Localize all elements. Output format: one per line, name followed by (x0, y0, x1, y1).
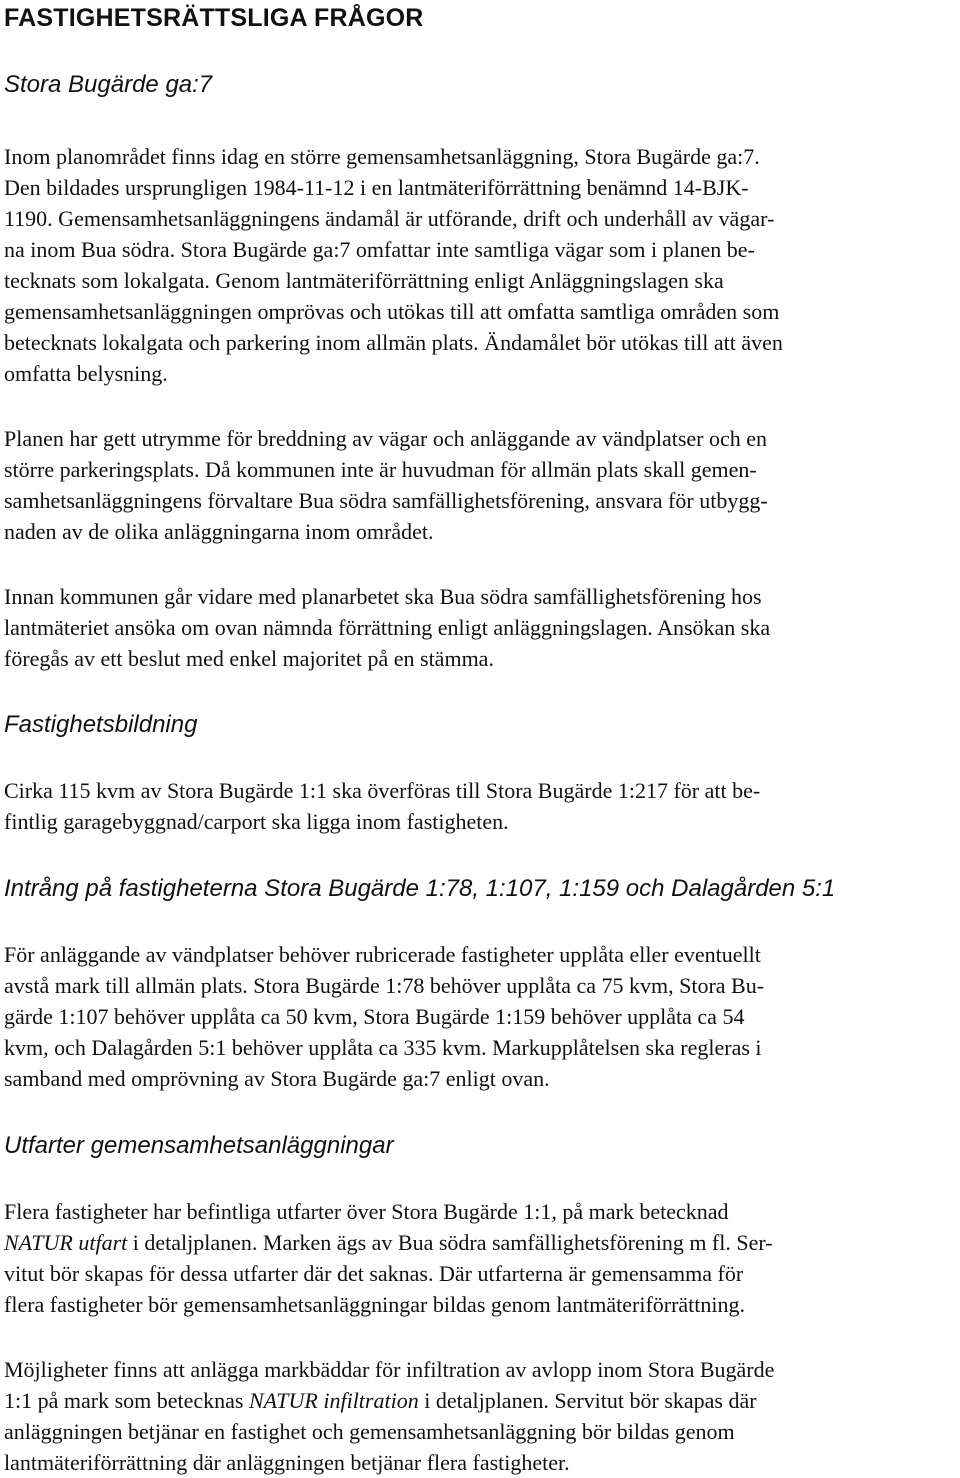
text-line: 1:1 på mark som betecknas (4, 1388, 249, 1413)
text-line: samhetsanläggningens förvaltare Bua södra samfällighetsförening, ansvara för utbygg- (4, 488, 768, 513)
text-line: avstå mark till allmän plats. Stora Bugärde 1:78 behöver upplåta ca 75 kvm, Stora Bu- (4, 973, 765, 998)
text-line: betecknats lokalgata och parkering inom allmän plats. Ändamålet bör utökas till att även (4, 330, 783, 355)
text-line: föregås av ett beslut med enkel majoritet på en stämma. (4, 646, 494, 671)
text-line: i detaljplanen. Marken ägs av Bua södra samfällighetsförening m fl. Ser- (127, 1230, 773, 1255)
paragraph-ansokan (4, 581, 954, 674)
text-line: lantmäteriförrättning där anläggningen betjänar flera fastigheter. (4, 1450, 570, 1475)
text-line: kvm, och Dalagården 5:1 behöver upplåta ca 335 kvm. Markupplåtelsen ska regleras i (4, 1035, 762, 1060)
text-line: vitut bör skapas för dessa utfarter där det saknas. Där utfarterna är gemensamma för (4, 1261, 744, 1286)
text-line: anläggningen betjänar en fastighet och gemensamhetsanläggning bör bildas genom (4, 1419, 735, 1444)
text-line: samband med omprövning av Stora Bugärde ga:7 enligt ovan. (4, 1066, 550, 1091)
text-line: gemensamhetsanläggningen omprövas och utökas till att omfatta samtliga områden som (4, 299, 780, 324)
text-line: Inom planområdet finns idag en större gemensamhetsanläggning, Stora Bugärde ga:7. (4, 144, 760, 169)
heading-stora-bugarde: Stora Bugärde ga:7 (4, 71, 213, 98)
heading-utfarter: Utfarter gemensamhetsanläggningar (4, 1132, 394, 1159)
text-line: omfatta belysning. (4, 361, 168, 386)
paragraph-ga7-intro (4, 141, 954, 389)
heading-fastighetsbildning: Fastighetsbildning (4, 711, 198, 738)
text-line: Den bildades ursprungligen 1984-11-12 i en lantmäteriförrättning benämnd 14-BJK- (4, 175, 749, 200)
paragraph-intrang (4, 939, 954, 1094)
text-line: För anläggande av vändplatser behöver rubricerade fastigheter upplåta eller eventuellt (4, 942, 761, 967)
paragraph-utfarter (4, 1196, 954, 1320)
text-line: Flera fastigheter har befintliga utfarter över Stora Bugärde 1:1, på mark betecknad (4, 1199, 729, 1224)
text-line: 1190. Gemensamhetsanläggningens ändamål är utförande, drift och underhåll av vägar- (4, 206, 775, 231)
heading-intrang: Intrång på fastigheterna Stora Bugärde 1:78, 1:107, 1:159 och Dalagården 5:1 (4, 875, 836, 902)
designation-natur-infiltration: NATUR infiltration (249, 1388, 419, 1413)
text-line: tecknats som lokalgata. Genom lantmäteriförrättning enligt Anläggningslagen ska (4, 268, 724, 293)
text-line: Innan kommunen går vidare med planarbetet ska Bua södra samfällighetsförening hos (4, 584, 762, 609)
text-line: na inom Bua södra. Stora Bugärde ga:7 omfattar inte samtliga vägar som i planen be- (4, 237, 755, 262)
text-line: gärde 1:107 behöver upplåta ca 50 kvm, Stora Bugärde 1:159 behöver upplåta ca 54 (4, 1004, 745, 1029)
text-line: lantmäteriet ansöka om ovan nämnda förrättning enligt anläggningslagen. Ansökan ska (4, 615, 771, 640)
text-line: i detaljplanen. Servitut bör skapas där (418, 1388, 757, 1413)
paragraph-breddning (4, 423, 954, 547)
text-line: större parkeringsplats. Då kommunen inte är huvudman för allmän plats skall gemen- (4, 457, 757, 482)
paragraph-infiltration (4, 1354, 954, 1478)
text-line: naden av de olika anläggningarna inom området. (4, 519, 434, 544)
paragraph-fastighetsbildning (4, 775, 954, 837)
text-line: flera fastigheter bör gemensamhetsanläggningar bildas genom lantmäteriförrättning. (4, 1292, 746, 1317)
text-line: Cirka 115 kvm av Stora Bugärde 1:1 ska överföras till Stora Bugärde 1:217 för att be- (4, 778, 761, 803)
text-line: Möjligheter finns att anlägga markbäddar för infiltration av avlopp inom Stora Bugärde (4, 1357, 775, 1382)
document-page (4, 0, 954, 1478)
text-line: fintlig garagebyggnad/carport ska ligga inom fastigheten. (4, 809, 509, 834)
designation-natur-utfart: NATUR utfart (4, 1230, 128, 1255)
document-title: FASTIGHETSRÄTTSLIGA FRÅGOR (4, 4, 424, 32)
text-line: Planen har gett utrymme för breddning av vägar och anläggande av vändplatser och en (4, 426, 767, 451)
